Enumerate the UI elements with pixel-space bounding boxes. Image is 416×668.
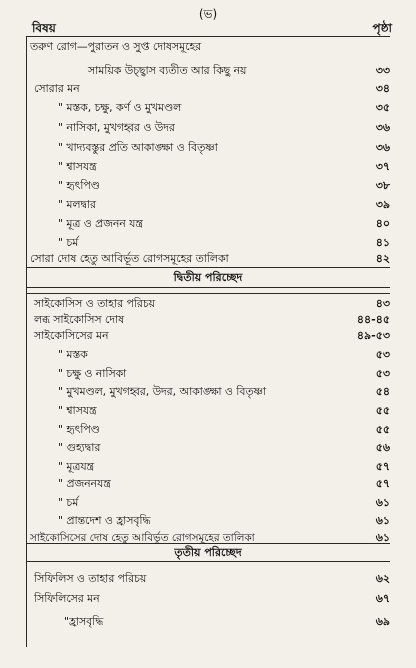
toc-entry	[0, 440, 416, 456]
entry-page: ৬১	[375, 531, 390, 544]
toc-entry	[0, 251, 416, 267]
toc-entry	[0, 571, 416, 587]
entry-title: সিফিলিসের মন	[34, 592, 100, 605]
entry-title: " হৃৎপিণ্ড	[58, 179, 100, 192]
entry-title: " হৃৎপিণ্ড	[58, 423, 100, 436]
toc-entry	[0, 422, 416, 438]
entry-page: ৩৮	[375, 179, 390, 192]
rule-before-chapter-2	[26, 287, 390, 288]
entry-page: ৩৬	[375, 121, 390, 134]
entry-page: ৬৯	[375, 615, 390, 628]
toc-entry	[0, 81, 416, 97]
toc-entry	[0, 312, 416, 328]
header-subject: বিষয়	[32, 21, 56, 35]
entry-page: ৩৭	[375, 160, 390, 173]
entry-title: " প্রান্তদেশ ও হ্রাসবৃদ্ধি	[58, 514, 151, 527]
chapter-3-heading: তৃতীয় পরিচ্ছেদ	[174, 546, 242, 559]
entry-title: " মূত্রযন্ত্র	[58, 460, 95, 473]
toc-entry	[0, 614, 416, 630]
toc-entry	[0, 328, 416, 344]
entry-page: ৬৭	[375, 592, 390, 605]
entry-page: ৫৬	[375, 441, 390, 454]
entry-title: সোরা দোষ হেতু আবির্ভূত রোগসমূহের তালিকা	[30, 252, 229, 265]
rule-after-soma	[26, 267, 390, 268]
toc-entry	[0, 63, 416, 79]
entry-title: " শ্বাসযন্ত্র	[58, 160, 97, 173]
entry-title: " মস্তক	[58, 348, 88, 361]
entry-page: ৪২	[375, 252, 390, 265]
entry-title: সাময়িক উচ্ছ্বাস ব্যতীত আর কিছু নয়	[88, 64, 247, 77]
entry-title: " মুখমণ্ডল, মুখগহ্বর, উদর, আকাঙ্ক্ষা ও বিতৃষ্ণা	[58, 385, 267, 398]
toc-entry	[0, 591, 416, 607]
toc-entry	[0, 403, 416, 419]
toc-entry	[0, 366, 416, 382]
entry-title: লব্ধ সাইকোসিস দোষ	[34, 313, 125, 326]
entry-title: সাইকোসিস ও তাহার পরিচয়	[34, 297, 156, 310]
entry-page: ৬১	[375, 496, 390, 509]
entry-title: " মূত্র ও প্রজনন যন্ত্র	[58, 217, 143, 230]
entry-title: "হ্রাসবৃদ্ধি	[64, 615, 104, 628]
entry-page: ৩৯	[375, 198, 390, 211]
entry-title: " মস্তক, চক্ষু, কর্ণ ও মুখমণ্ডল	[58, 101, 182, 114]
entry-page: ৬২	[375, 572, 390, 585]
entry-title: " চর্ম	[58, 496, 79, 509]
entry-page: ৫৩	[375, 348, 390, 361]
entry-page: ৩৬	[375, 141, 390, 154]
entry-page: ৫৪	[375, 385, 390, 398]
entry-page: ৪৩	[375, 297, 390, 310]
toc-entry	[0, 120, 416, 136]
toc-entry	[0, 140, 416, 156]
entry-title: " মলদ্বার	[58, 198, 96, 211]
entry-title: সাইকোসিসের মন	[34, 329, 109, 342]
toc-entry	[0, 476, 416, 492]
entry-page: ৬১	[375, 514, 390, 527]
entry-title: " নাসিকা, মুখগহ্বর ও উদর	[58, 121, 175, 134]
toc-entry	[0, 384, 416, 400]
entry-page: ৪০	[375, 217, 390, 230]
entry-page: ৩৪	[375, 82, 390, 95]
entry-title: সোরার মন	[34, 82, 80, 95]
toc-entry	[0, 296, 416, 312]
entry-page: ৫৭	[375, 460, 390, 473]
entry-page: ৪১	[375, 236, 390, 249]
entry-page: ৩৫	[375, 101, 390, 114]
entry-title: সিফিলিস ও তাহার পরিচয়	[34, 572, 147, 585]
entry-page: ৪৯-৫৩	[356, 329, 390, 342]
entry-title: " শ্বাসযন্ত্র	[58, 404, 97, 417]
header-page: পৃষ্ঠা	[372, 21, 392, 35]
toc-entry	[0, 347, 416, 363]
entry-page: ৫৭	[375, 477, 390, 490]
toc-entry	[0, 530, 416, 546]
page-mark: (ভ)	[198, 7, 218, 21]
entry-page: ৫৫	[375, 423, 390, 436]
entry-title: সাইকোসিসের দোষ হেতু আবির্ভূত রোগসমূহের তালিকা	[30, 532, 255, 544]
toc-entry	[0, 459, 416, 475]
entry-title: " চর্ম	[58, 236, 79, 249]
toc-entry	[0, 216, 416, 232]
toc-entry	[0, 495, 416, 511]
entry-page: ৫৩	[375, 367, 390, 380]
toc-entry	[0, 513, 416, 529]
toc-entry	[0, 235, 416, 251]
rule-after-chapter-2	[26, 293, 390, 294]
toc-entry	[0, 197, 416, 213]
entry-page: ৩৩	[375, 64, 390, 77]
chapter-2-heading: দ্বিতীয় পরিচ্ছেদ	[173, 271, 243, 284]
rule-after-chapter-3	[26, 561, 390, 562]
entry-title: " গুহ্যদ্বার	[58, 441, 101, 454]
toc-entry	[0, 159, 416, 175]
entry-page: ৫৫	[375, 404, 390, 417]
entry-title: তরুণ রোগ—পুরাতন ও সুপ্ত দোষসমূহের	[30, 40, 202, 53]
toc-entry	[0, 100, 416, 116]
entry-title: " খাদ্যবস্তুর প্রতি আকাঙ্ক্ষা ও বিতৃষ্ণা	[58, 141, 218, 154]
toc-entry	[0, 178, 416, 194]
entry-title: " প্রজননযন্ত্র	[58, 477, 111, 490]
toc-entry	[0, 39, 416, 55]
header-rule	[26, 36, 390, 37]
entry-title: " চক্ষু ও নাসিকা	[58, 367, 127, 380]
entry-page: ৪৪-৪৫	[356, 313, 390, 326]
